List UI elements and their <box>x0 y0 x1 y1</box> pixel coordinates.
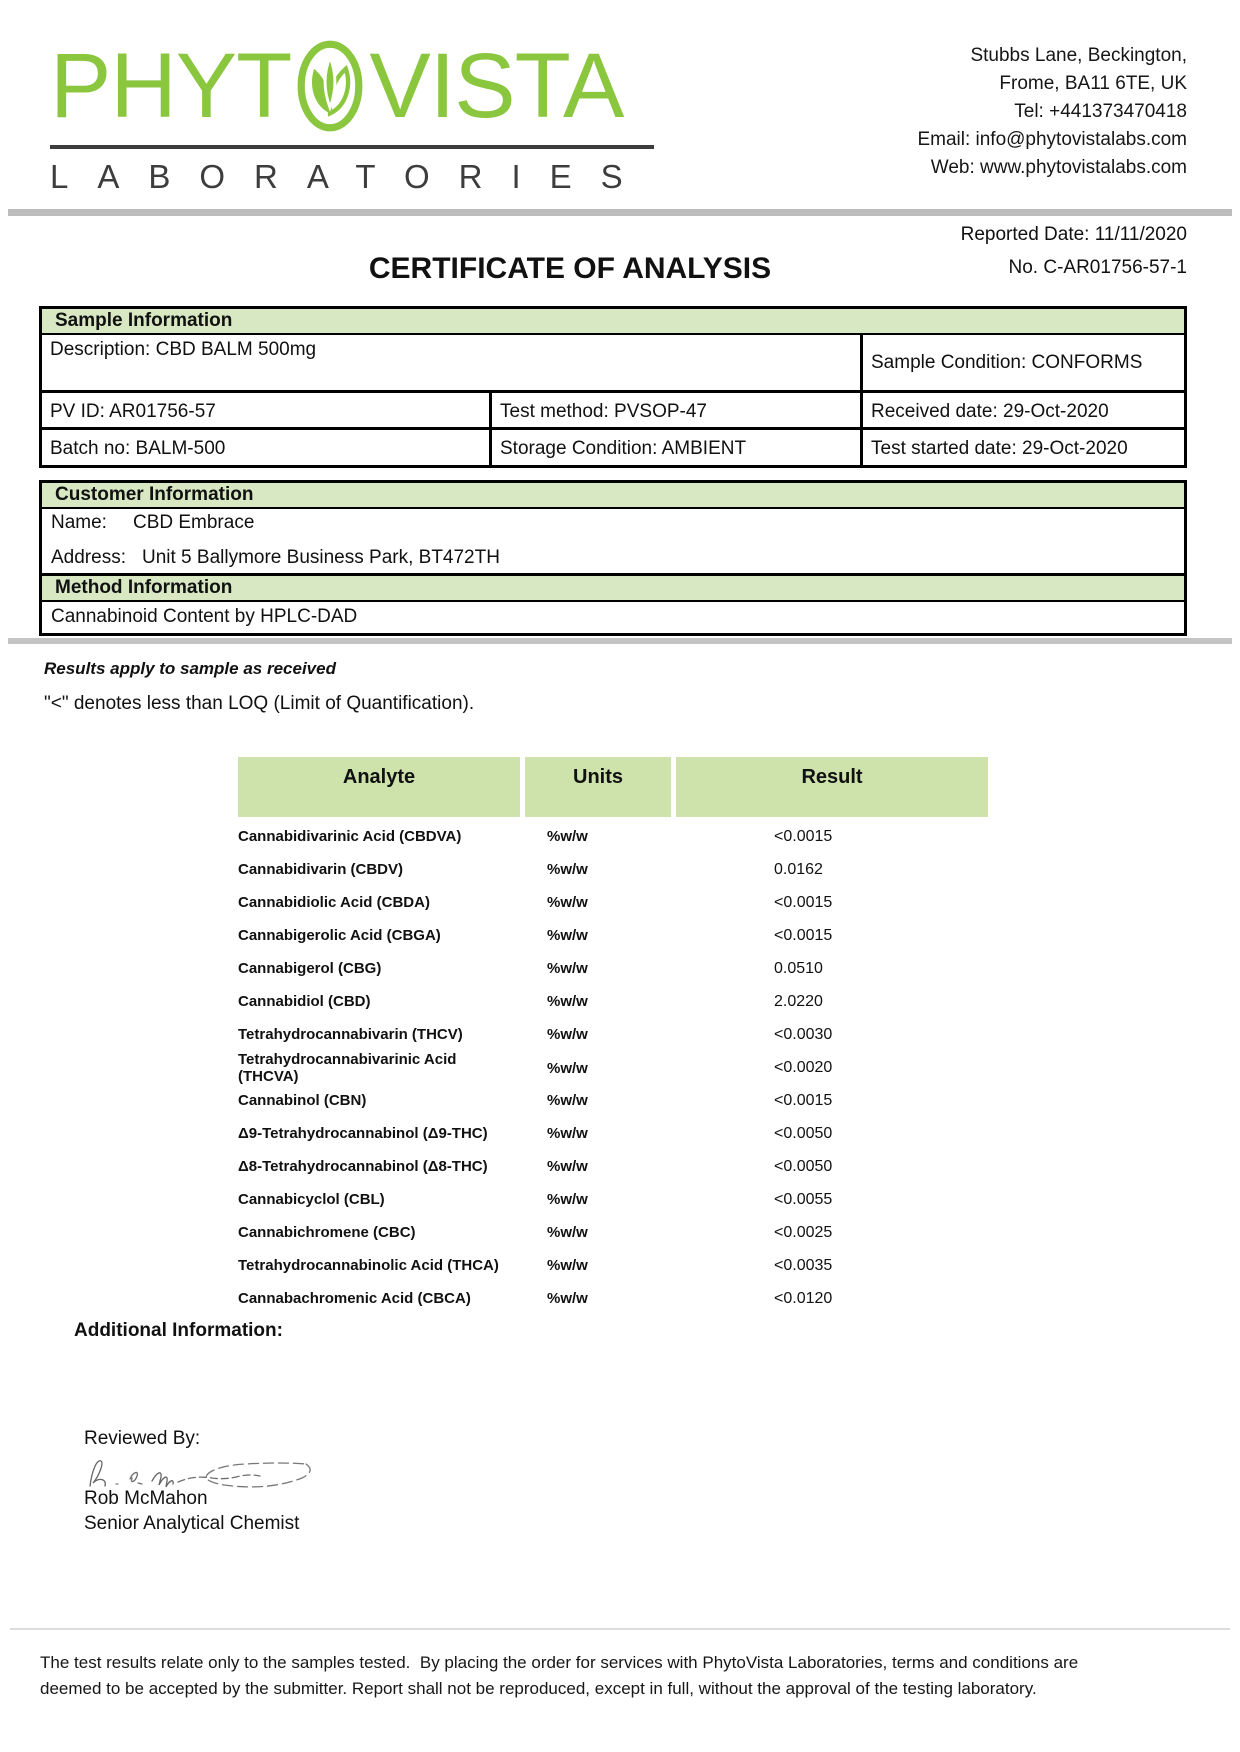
additional-information-label: Additional Information: <box>74 1320 283 1341</box>
customer-address-label: Address: <box>51 547 126 568</box>
table-row <box>238 952 988 985</box>
header-divider <box>8 209 1232 216</box>
units-cell: %w/w <box>547 1125 588 1142</box>
table-row <box>42 335 1184 393</box>
table-row <box>238 1183 988 1216</box>
footer-line-1: The test results relate only to the samples tested. By placing the order for services with PhytoVista Laboratories, terms and conditions are <box>40 1653 1079 1672</box>
customer-name-line <box>42 512 1184 534</box>
reviewed-by-label: Reviewed By: <box>84 1428 201 1449</box>
result-cell: 2.0220 <box>774 992 823 1010</box>
result-cell: <0.0015 <box>774 893 833 911</box>
reviewer-name: Rob McMahon <box>84 1488 208 1509</box>
footer-divider <box>10 1628 1230 1630</box>
analyte-cell: Tetrahydrocannabivarin (THCV) <box>238 1026 463 1043</box>
results-apply-note: Results apply to sample as received <box>44 659 336 678</box>
result-cell: <0.0015 <box>774 1091 833 1109</box>
units-cell: %w/w <box>547 1257 588 1274</box>
sample-information-section <box>39 306 1187 468</box>
method-information-header: Method Information <box>42 576 1184 602</box>
certificate-number: No. C-AR01756-57-1 <box>1008 257 1187 278</box>
result-cell: 0.0162 <box>774 860 823 878</box>
table-row <box>238 1051 988 1084</box>
table-row <box>238 1216 988 1249</box>
received-date-cell: Received date: 29-Oct-2020 <box>871 400 1109 422</box>
table-row <box>238 886 988 919</box>
page-title: CERTIFICATE OF ANALYSIS <box>368 252 772 285</box>
table-row <box>238 1150 988 1183</box>
analyte-cell: Cannabigerolic Acid (CBGA) <box>238 927 441 944</box>
test-started-date-cell: Test started date: 29-Oct-2020 <box>871 437 1128 459</box>
leaf-logo-icon <box>294 36 366 136</box>
logo-divider-rule <box>50 145 654 149</box>
result-cell: <0.0025 <box>774 1223 833 1241</box>
table-row <box>238 1084 988 1117</box>
units-cell: %w/w <box>547 960 588 977</box>
units-cell: %w/w <box>547 927 588 944</box>
result-cell: <0.0050 <box>774 1157 833 1175</box>
pv-id-cell: PV ID: AR01756-57 <box>42 393 492 430</box>
lab-contact-block <box>600 42 1187 182</box>
result-cell: <0.0015 <box>774 926 833 944</box>
brand-text-post: VISTA <box>369 35 624 137</box>
sample-information-header: Sample Information <box>42 309 1184 335</box>
results-table-header <box>238 757 988 817</box>
customer-address-value: Unit 5 Ballymore Business Park, BT472TH <box>141 547 500 568</box>
customer-address-line <box>42 547 1184 569</box>
footer-disclaimer <box>40 1650 1220 1702</box>
result-cell: <0.0020 <box>774 1059 833 1076</box>
customer-information-section <box>39 480 1187 579</box>
table-row <box>238 820 988 853</box>
contact-phone: Tel: +441373470418 <box>1014 101 1187 122</box>
result-cell: <0.0055 <box>774 1190 833 1208</box>
storage-condition-cell: Storage Condition: AMBIENT <box>492 430 863 467</box>
analyte-cell: Cannabidiolic Acid (CBDA) <box>238 894 430 911</box>
analyte-cell: Cannabinol (CBN) <box>238 1092 367 1109</box>
table-row <box>238 853 988 886</box>
analyte-cell: Δ8-Tetrahydrocannabinol (Δ8-THC) <box>238 1158 488 1175</box>
units-cell: %w/w <box>547 1224 588 1241</box>
analyte-column-header: Analyte <box>238 757 520 817</box>
result-cell: <0.0015 <box>774 827 833 845</box>
units-cell: %w/w <box>547 1158 588 1175</box>
table-row <box>238 919 988 952</box>
reviewer-title: Senior Analytical Chemist <box>84 1513 300 1534</box>
analyte-cell: Cannabigerol (CBG) <box>238 960 382 977</box>
result-cell: 0.0510 <box>774 959 823 977</box>
result-cell: <0.0050 <box>774 1124 833 1142</box>
contact-address-line-1: Stubbs Lane, Beckington, <box>970 45 1187 66</box>
units-column-header: Units <box>525 757 671 817</box>
table-row <box>238 1117 988 1150</box>
test-method-cell: Test method: PVSOP-47 <box>492 393 863 430</box>
units-cell: %w/w <box>547 894 588 911</box>
units-cell: %w/w <box>547 993 588 1010</box>
table-row <box>42 430 1184 465</box>
analyte-cell: Cannabidivarinic Acid (CBDVA) <box>238 828 462 845</box>
analyte-cell: Cannabidivarin (CBDV) <box>238 861 404 878</box>
brand-wordmark <box>50 36 690 136</box>
brand-text-pre: PHYT <box>50 35 292 137</box>
loq-note: "<" denotes less than LOQ (Limit of Quantification). <box>44 693 475 714</box>
logo-subtitle: LABORATORIES <box>50 158 652 195</box>
units-cell: %w/w <box>547 1092 588 1109</box>
units-cell: %w/w <box>547 1290 588 1307</box>
contact-web: Web: www.phytovistalabs.com <box>930 157 1187 178</box>
result-cell: <0.0030 <box>774 1025 833 1043</box>
section-divider <box>8 638 1232 644</box>
result-cell: <0.0035 <box>774 1256 833 1274</box>
description-cell: Description: CBD BALM 500mg <box>42 335 863 390</box>
analyte-cell: Cannabichromene (CBC) <box>238 1224 416 1241</box>
sample-condition-cell: Sample Condition: CONFORMS <box>871 351 1143 373</box>
customer-information-header: Customer Information <box>42 483 1184 509</box>
analyte-cell: Tetrahydrocannabinolic Acid (THCA) <box>238 1257 499 1274</box>
table-row <box>238 1249 988 1282</box>
analyte-cell: Cannabidiol (CBD) <box>238 993 371 1010</box>
customer-name-value: CBD Embrace <box>132 512 255 533</box>
analyte-cell: Δ9-Tetrahydrocannabinol (Δ9-THC) <box>238 1125 488 1142</box>
units-cell: %w/w <box>547 861 588 878</box>
units-cell: %w/w <box>547 1059 588 1077</box>
batch-no-cell: Batch no: BALM-500 <box>42 430 492 467</box>
analyte-cell: Tetrahydrocannabivarinic Acid (THCVA) <box>238 1051 457 1085</box>
table-row <box>238 1282 988 1315</box>
analyte-cell: Cannabicyclol (CBL) <box>238 1191 385 1208</box>
footer-line-2: deemed to be accepted by the submitter. Report shall not be reproduced, except in full, without the approval of the testing laboratory. <box>40 1679 1037 1698</box>
contact-address-line-2: Frome, BA11 6TE, UK <box>999 73 1187 94</box>
phytovista-logo <box>50 36 690 196</box>
analyte-cell: Cannabachromenic Acid (CBCA) <box>238 1290 471 1307</box>
reported-date: Reported Date: 11/11/2020 <box>960 224 1187 245</box>
units-cell: %w/w <box>547 828 588 845</box>
method-name: Cannabinoid Content by HPLC-DAD <box>51 606 358 627</box>
result-cell: <0.0120 <box>774 1289 833 1307</box>
units-cell: %w/w <box>547 1026 588 1043</box>
table-row <box>238 985 988 1018</box>
contact-email: Email: info@phytovistalabs.com <box>917 129 1187 150</box>
table-row <box>42 393 1184 430</box>
results-table <box>238 757 988 1315</box>
units-cell: %w/w <box>547 1191 588 1208</box>
table-row <box>238 1018 988 1051</box>
method-information-section <box>39 573 1187 636</box>
result-column-header: Result <box>676 757 988 817</box>
customer-name-label: Name: <box>51 512 107 533</box>
